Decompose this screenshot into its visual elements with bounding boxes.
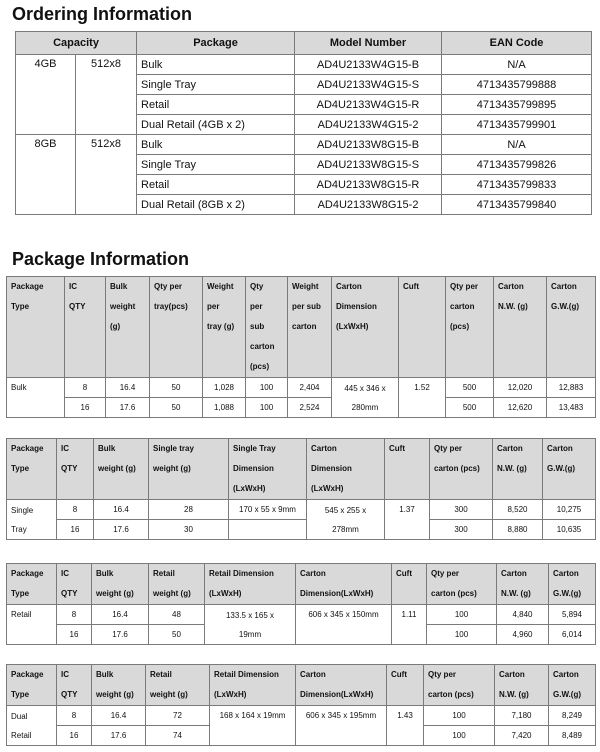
hdr-retail-dimension: Retail Dimension (LxWxH) bbox=[205, 564, 296, 605]
ic-qty-cell: 8 bbox=[57, 605, 92, 625]
bulk-weight-cell: 17.6 bbox=[106, 398, 150, 418]
weight-per-sub-carton-cell: 2,524 bbox=[288, 398, 332, 418]
package-cell: Single Tray bbox=[137, 75, 295, 95]
hdr-ic-qty: IC QTY bbox=[57, 665, 92, 706]
carton-nw-cell: 12,020 bbox=[494, 378, 547, 398]
model-cell: AD4U2133W8G15-R bbox=[295, 175, 442, 195]
hdr-qty-per-carton: Qty per carton (pcs) bbox=[430, 439, 493, 500]
hdr-carton-gw: Carton G.W.(g) bbox=[549, 564, 596, 605]
model-cell: AD4U2133W8G15-S bbox=[295, 155, 442, 175]
carton-nw-cell: 7,420 bbox=[495, 726, 549, 746]
package-cell: Retail bbox=[137, 175, 295, 195]
bulk-weight-cell: 16.4 bbox=[92, 605, 149, 625]
hdr-bulk-weight: Bulk weight (g) bbox=[106, 277, 150, 378]
ic-qty-cell: 8 bbox=[65, 378, 106, 398]
table-row bbox=[7, 520, 596, 540]
capacity-cell: 8GB bbox=[16, 135, 76, 215]
hdr-retail-weight: Retail weight (g) bbox=[149, 564, 205, 605]
package-type-cell: Single Tray bbox=[7, 500, 57, 540]
tray-weight-cell: 30 bbox=[149, 520, 229, 540]
retail-package-table bbox=[6, 563, 596, 645]
hdr-cuft: Cuft bbox=[387, 665, 424, 706]
ean-cell: 4713435799840 bbox=[442, 195, 592, 215]
hdr-qty-per-carton: Qty per carton (pcs) bbox=[446, 277, 494, 378]
org-cell: 512x8 bbox=[76, 55, 137, 135]
ic-qty-cell: 16 bbox=[57, 726, 92, 746]
hdr-cuft: Cuft bbox=[392, 564, 427, 605]
ic-qty-cell: 8 bbox=[57, 500, 94, 520]
hdr-weight-per-sub-carton: Weight per sub carton bbox=[288, 277, 332, 378]
carton-gw-cell: 13,483 bbox=[547, 398, 596, 418]
bulk-weight-cell: 16.4 bbox=[92, 706, 146, 726]
capacity-cell: 4GB bbox=[16, 55, 76, 135]
carton-nw-cell: 7,180 bbox=[495, 706, 549, 726]
hdr-bulk-weight: Bulk weight (g) bbox=[94, 439, 149, 500]
bulk-weight-cell: 16.4 bbox=[94, 500, 149, 520]
hdr-cuft: Cuft bbox=[385, 439, 430, 500]
ordering-title: Ordering Information bbox=[12, 4, 192, 24]
col-package: Package bbox=[137, 32, 295, 55]
package-cell: Single Tray bbox=[137, 155, 295, 175]
carton-dimension-cell: 545 x 255 x 278mm bbox=[307, 500, 385, 540]
weight-per-sub-carton-cell: 2,404 bbox=[288, 378, 332, 398]
tray-dimension-cell: 170 x 55 x 9mm bbox=[229, 500, 307, 520]
hdr-carton-dimension: Carton Dimension(LxWxH) bbox=[296, 564, 392, 605]
carton-nw-cell: 8,520 bbox=[493, 500, 543, 520]
ordering-header-row bbox=[16, 32, 592, 55]
qty-per-carton-cell: 500 bbox=[446, 398, 494, 418]
ean-cell: 4713435799901 bbox=[442, 115, 592, 135]
table-row bbox=[16, 55, 592, 75]
hdr-retail-dimension: Retail Dimension (LxWxH) bbox=[210, 665, 296, 706]
ean-cell: 4713435799895 bbox=[442, 95, 592, 115]
hdr-bulk-weight: Bulk weight (g) bbox=[92, 665, 146, 706]
hdr-weight-per-tray: Weight per tray (g) bbox=[203, 277, 246, 378]
table-row bbox=[7, 398, 596, 418]
hdr-carton-dimension: Carton Dimension (LxWxH) bbox=[332, 277, 399, 378]
carton-dimension-cell: 606 x 345 x 195mm bbox=[296, 706, 387, 746]
bulk-weight-cell: 17.6 bbox=[92, 625, 149, 645]
cuft-cell: 1.37 bbox=[385, 500, 430, 540]
ic-qty-cell: 8 bbox=[57, 706, 92, 726]
hdr-package-type: Package Type bbox=[7, 277, 65, 378]
hdr-package-type: Package Type bbox=[7, 439, 57, 500]
hdr-carton-dimension: Carton Dimension (LxWxH) bbox=[307, 439, 385, 500]
hdr-carton-gw: Carton G.W.(g) bbox=[547, 277, 596, 378]
hdr-ic-qty: IC QTY bbox=[57, 439, 94, 500]
package-info-title: Package Information bbox=[12, 249, 190, 269]
retail-weight-cell: 50 bbox=[149, 625, 205, 645]
hdr-qty-per-carton: Qty per carton (pcs) bbox=[424, 665, 495, 706]
hdr-carton-nw: Carton N.W. (g) bbox=[494, 277, 547, 378]
qty-per-sub-carton-cell: 100 bbox=[246, 378, 288, 398]
hdr-ic-qty: IC QTY bbox=[65, 277, 106, 378]
hdr-carton-nw: Carton N.W. (g) bbox=[493, 439, 543, 500]
hdr-carton-nw: Carton N.W. (g) bbox=[495, 665, 549, 706]
carton-gw-cell: 8,249 bbox=[549, 706, 596, 726]
ic-qty-cell: 16 bbox=[57, 625, 92, 645]
table-row bbox=[16, 135, 592, 155]
ic-qty-cell: 16 bbox=[65, 398, 106, 418]
package-cell: Bulk bbox=[137, 135, 295, 155]
carton-nw-cell: 4,840 bbox=[497, 605, 549, 625]
model-cell: AD4U2133W4G15-B bbox=[295, 55, 442, 75]
package-type-cell: Bulk bbox=[7, 378, 65, 418]
retail-header-row bbox=[7, 564, 596, 605]
retail-weight-cell: 48 bbox=[149, 605, 205, 625]
ic-qty-cell: 16 bbox=[57, 520, 94, 540]
hdr-carton-gw: Carton G.W.(g) bbox=[543, 439, 596, 500]
package-cell: Retail bbox=[137, 95, 295, 115]
cuft-cell: 1.11 bbox=[392, 605, 427, 645]
empty-cell bbox=[229, 520, 307, 540]
col-model-number: Model Number bbox=[295, 32, 442, 55]
ean-cell: N/A bbox=[442, 55, 592, 75]
dual-retail-package-table bbox=[6, 664, 596, 746]
package-type-cell: Dual Retail bbox=[7, 706, 57, 746]
qty-per-sub-carton-cell: 100 bbox=[246, 398, 288, 418]
carton-gw-cell: 12,883 bbox=[547, 378, 596, 398]
carton-gw-cell: 5,894 bbox=[549, 605, 596, 625]
table-row bbox=[7, 605, 596, 625]
single-tray-package-table bbox=[6, 438, 596, 540]
bulk-package-table bbox=[6, 276, 596, 418]
retail-weight-cell: 74 bbox=[146, 726, 210, 746]
qty-per-carton-cell: 100 bbox=[424, 726, 495, 746]
bulk-weight-cell: 16.4 bbox=[106, 378, 150, 398]
retail-dimension-cell: 168 x 164 x 19mm bbox=[210, 706, 296, 746]
carton-nw-cell: 12,620 bbox=[494, 398, 547, 418]
hdr-qty-per-carton: Qty per carton (pcs) bbox=[427, 564, 497, 605]
qty-per-tray-cell: 50 bbox=[150, 378, 203, 398]
single-header-row bbox=[7, 439, 596, 500]
org-cell: 512x8 bbox=[76, 135, 137, 215]
bulk-weight-cell: 17.6 bbox=[92, 726, 146, 746]
carton-nw-cell: 4,960 bbox=[497, 625, 549, 645]
table-row bbox=[7, 378, 596, 398]
hdr-single-tray-dimension: Single Tray Dimension (LxWxH) bbox=[229, 439, 307, 500]
col-ean-code: EAN Code bbox=[442, 32, 592, 55]
carton-gw-cell: 8,489 bbox=[549, 726, 596, 746]
qty-per-carton-cell: 300 bbox=[430, 500, 493, 520]
qty-per-carton-cell: 500 bbox=[446, 378, 494, 398]
retail-dimension-cell: 133.5 x 165 x 19mm bbox=[205, 605, 296, 645]
hdr-bulk-weight: Bulk weight (g) bbox=[92, 564, 149, 605]
package-cell: Bulk bbox=[137, 55, 295, 75]
hdr-single-tray-weight: Single tray weight (g) bbox=[149, 439, 229, 500]
qty-per-carton-cell: 100 bbox=[427, 605, 497, 625]
carton-gw-cell: 10,275 bbox=[543, 500, 596, 520]
weight-per-tray-cell: 1,088 bbox=[203, 398, 246, 418]
model-cell: AD4U2133W4G15-S bbox=[295, 75, 442, 95]
carton-nw-cell: 8,880 bbox=[493, 520, 543, 540]
tray-weight-cell: 28 bbox=[149, 500, 229, 520]
bulk-weight-cell: 17.6 bbox=[94, 520, 149, 540]
hdr-qty-per-tray: Qty per tray(pcs) bbox=[150, 277, 203, 378]
hdr-carton-dimension: Carton Dimension(LxWxH) bbox=[296, 665, 387, 706]
package-cell: Dual Retail (4GB x 2) bbox=[137, 115, 295, 135]
hdr-retail-weight: Retail weight (g) bbox=[146, 665, 210, 706]
hdr-package-type: Package Type bbox=[7, 665, 57, 706]
carton-gw-cell: 10,635 bbox=[543, 520, 596, 540]
ean-cell: 4713435799826 bbox=[442, 155, 592, 175]
ean-cell: N/A bbox=[442, 135, 592, 155]
hdr-qty-per-sub-carton: Qty per sub carton (pcs) bbox=[246, 277, 288, 378]
package-cell: Dual Retail (8GB x 2) bbox=[137, 195, 295, 215]
ean-cell: 4713435799833 bbox=[442, 175, 592, 195]
carton-gw-cell: 6,014 bbox=[549, 625, 596, 645]
carton-dimension-cell: 606 x 345 x 150mm bbox=[296, 605, 392, 645]
hdr-ic-qty: IC QTY bbox=[57, 564, 92, 605]
hdr-package-type: Package Type bbox=[7, 564, 57, 605]
table-row bbox=[7, 500, 596, 520]
model-cell: AD4U2133W8G15-B bbox=[295, 135, 442, 155]
hdr-carton-gw: Carton G.W.(g) bbox=[549, 665, 596, 706]
col-capacity: Capacity bbox=[16, 32, 137, 55]
model-cell: AD4U2133W4G15-R bbox=[295, 95, 442, 115]
hdr-carton-nw: Carton N.W. (g) bbox=[497, 564, 549, 605]
qty-per-carton-cell: 300 bbox=[430, 520, 493, 540]
qty-per-carton-cell: 100 bbox=[424, 706, 495, 726]
ean-cell: 4713435799888 bbox=[442, 75, 592, 95]
table-row bbox=[7, 706, 596, 726]
cuft-cell: 1.52 bbox=[399, 378, 446, 418]
cuft-cell: 1.43 bbox=[387, 706, 424, 746]
ordering-table bbox=[15, 31, 592, 215]
qty-per-tray-cell: 50 bbox=[150, 398, 203, 418]
model-cell: AD4U2133W8G15-2 bbox=[295, 195, 442, 215]
package-type-cell: Retail bbox=[7, 605, 57, 645]
weight-per-tray-cell: 1,028 bbox=[203, 378, 246, 398]
bulk-header-row bbox=[7, 277, 596, 378]
model-cell: AD4U2133W4G15-2 bbox=[295, 115, 442, 135]
retail-weight-cell: 72 bbox=[146, 706, 210, 726]
dual-header-row bbox=[7, 665, 596, 706]
hdr-cuft: Cuft bbox=[399, 277, 446, 378]
qty-per-carton-cell: 100 bbox=[427, 625, 497, 645]
carton-dimension-cell: 445 x 346 x 280mm bbox=[332, 378, 399, 418]
